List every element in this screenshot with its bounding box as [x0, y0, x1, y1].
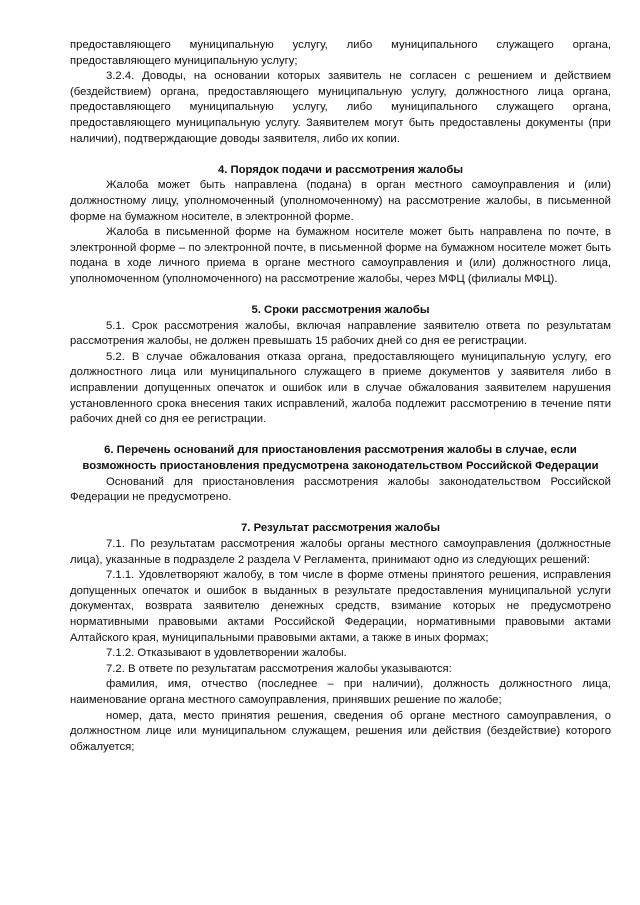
paragraph-3-2-4: 3.2.4. Доводы, на основании которых заявитель не согласен с решением и действием (бездействием) органа, предоставляющего муниципальную услугу, должностного лица органа, предоставляющего муниципальную услугу, либо муниципального служащего органа, предоставляющего муниципальную услугу. Заявителем могут быть предоставлены документы (при наличии), подтверждающие доводы заявителя, либо их копии.: [70, 70, 611, 145]
paragraph-1: предоставляющего муниципальную услугу, либо муниципального служащего органа, предоставляющего муниципальную услугу;: [70, 39, 611, 67]
section-heading-5: 5. Сроки рассмотрения жалобы: [251, 304, 430, 317]
section-heading-6: 6. Перечень оснований для приостановления рассмотрения жалобы в случае, если возможность приостановления предусмотрена законодательством Российской Федерации: [82, 444, 599, 473]
paragraph-5-1: 5.1. Срок рассмотрения жалобы, включая направление заявителю ответа по результатам рассмотрения жалобы, не должен превышать 15 рабочих дней со дня ее регистрации.: [70, 319, 611, 348]
spacer: [70, 506, 611, 522]
spacer: [70, 147, 611, 163]
document-page: [70, 38, 611, 755]
paragraph-5-2: 5.2. В случае обжалования отказа органа, предоставляющего муниципальную услугу, его должностного лица или муниципального служащего в приеме документов у заявителя либо в исправлении допущенных опечаток и ошибок или в случае обжалования заявителем нарушения установленного срока внесения таких исправлений, жалоба подлежит рассмотрению в течение пяти рабочих дней со дня ее регистрации.: [70, 350, 611, 426]
spacer: [70, 428, 611, 444]
paragraph-4-b: Жалоба в письменной форме на бумажном носителе может быть направлена по почте, в электронной форме – по электронной почте, в письменной форме на бумажном носителе может быть подана в ходе личного приема в органе местного самоуправления и (или) должностного лица, уполномоченном (уполномоченного) на рассмотрение жалобы, через МФЦ (филиалы МФЦ).: [70, 226, 611, 285]
paragraph-7-2-b: номер, дата, место принятия решения, сведения об органе местного самоуправления, о должностном лице или муниципальном служащем, решения или действия (бездействие) которого обжалуется;: [70, 709, 611, 753]
paragraph-7-1-1: 7.1.1. Удовлетворяют жалобу, в том числе в форме отмены принятого решения, исправления допущенных опечаток и ошибок в выданных в результате предоставления муниципальной услуги документах, возврата заявителю денежных средств, взимание которых не предусмотрено нормативными правовыми актами Российской Федерации, нормативными правовыми актами Алтайского края, муниципальными правовыми актами, а также в иных формах;: [70, 569, 611, 644]
section-heading-7: 7. Результат рассмотрения жалобы: [241, 522, 440, 535]
paragraph-7-2: 7.2. В ответе по результатам рассмотрения жалобы указываются:: [106, 662, 452, 675]
paragraph-4-a: Жалоба может быть направлена (подана) в орган местного самоуправления и (или) должностному лицу, уполномоченный (уполномоченному) на рассмотрение жалобы, в письменной форме на бумажном носителе, в электронной форме.: [70, 179, 611, 223]
section-heading-4: 4. Порядок подачи и рассмотрения жалобы: [217, 163, 464, 176]
paragraph-7-1-2: 7.1.2. Отказывают в удовлетворении жалобы.: [106, 647, 347, 660]
paragraph-7-1: 7.1. По результатам рассмотрения жалобы органы местного самоуправления (должностные лица), указанные в подразделе 2 раздела V Регламента, принимают одно из следующих решений:: [70, 538, 611, 566]
paragraph-7-2-a: фамилия, имя, отчество (последнее – при наличии), должность должностного лица, наименование органа местного самоуправления, принявших решение по жалобе;: [70, 678, 611, 706]
paragraph-6: Оснований для приостановления рассмотрения жалобы законодательством Российской Федерации не предусмотрено.: [70, 475, 611, 504]
spacer: [70, 288, 611, 304]
